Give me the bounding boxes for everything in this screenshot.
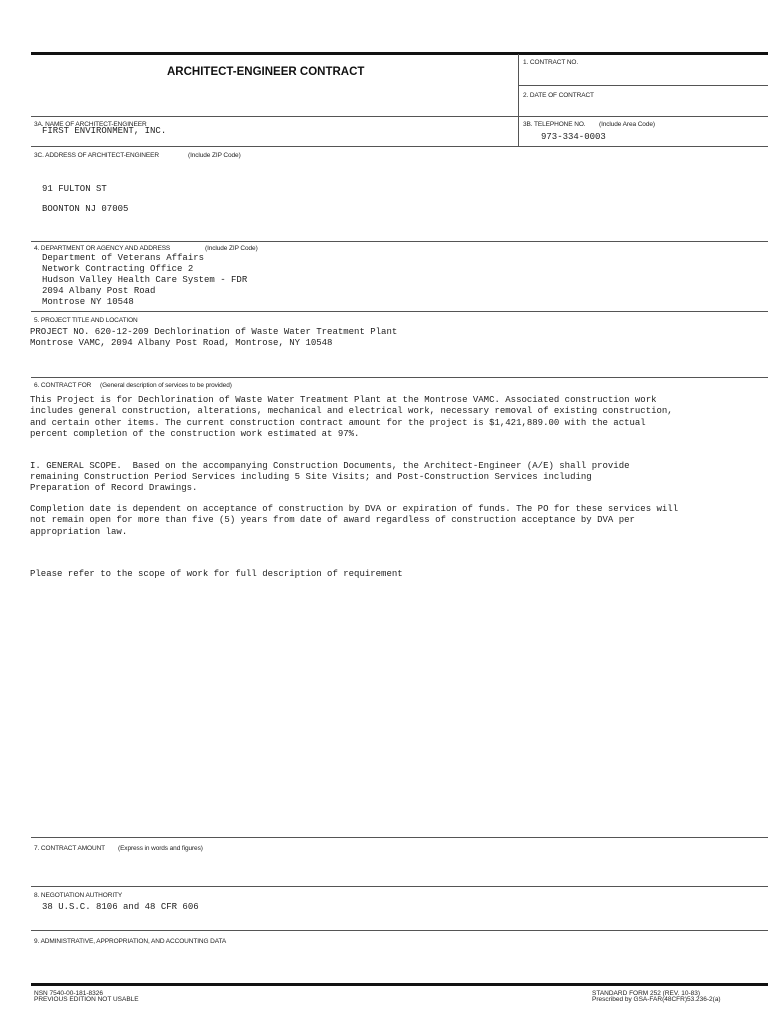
project-title-label: 5. PROJECT TITLE AND LOCATION xyxy=(34,317,138,324)
negotiation-authority-value: 38 U.S.C. 8106 and 48 CFR 606 xyxy=(42,902,199,912)
rule-7 xyxy=(31,837,768,838)
contract-for-para1-line3: and certain other items. The current construction contract amount for the project is $1,421,889.00 with the actual xyxy=(30,418,646,428)
date-label: 2. DATE OF CONTRACT xyxy=(523,92,594,99)
agency-line-2: Network Contracting Office 2 xyxy=(42,264,194,274)
accounting-data-label: 9. ADMINISTRATIVE, APPROPRIATION, AND ACCOUNTING DATA xyxy=(34,938,227,945)
footer-nsn: NSN 7540-00-181-8326 xyxy=(34,990,104,997)
project-title-line-2: Montrose VAMC, 2094 Albany Post Road, Montrose, NY 10548 xyxy=(30,338,333,348)
contract-for-para3-line2: not remain open for more than five (5) years from date of award regardless of construction acceptance by DVA per xyxy=(30,515,635,525)
rule-1 xyxy=(518,85,768,86)
telephone-note: (Include Area Code) xyxy=(599,121,655,128)
rule-9 xyxy=(31,930,768,931)
contract-amount-note: (Express in words and figures) xyxy=(118,845,203,852)
rule-4 xyxy=(31,241,768,242)
contract-for-note: (General description of services to be provided) xyxy=(100,382,232,389)
contract-for-para1-line1: This Project is for Dechlorination of Waste Water Treatment Plant at the Montrose VAMC. Associated construction work xyxy=(30,395,657,405)
ae-address-label: 3C. ADDRESS OF ARCHITECT-ENGINEER xyxy=(34,152,159,159)
rule-3 xyxy=(31,146,768,147)
ae-address-line2: BOONTON NJ 07005 xyxy=(42,204,129,214)
agency-note: (Include ZIP Code) xyxy=(205,245,258,252)
rule-8 xyxy=(31,886,768,887)
telephone-value: 973-334-0003 xyxy=(541,132,606,142)
agency-line-4: 2094 Albany Post Road xyxy=(42,286,156,296)
ae-name-label: 3A. NAME OF ARCHITECT-ENGINEER xyxy=(34,121,147,128)
footer-prescribed: Prescribed by GSA-FAR(48CFR)53.236-2(a) xyxy=(592,996,721,1003)
contract-for-para3-line1: Completion date is dependent on acceptance of construction by DVA or expiration of funds. The PO for these services will xyxy=(30,504,679,514)
project-title-line-1: PROJECT NO. 620-12-209 Dechlorination of Waste Water Treatment Plant xyxy=(30,327,398,337)
ae-name-value: FIRST ENVIRONMENT, INC. xyxy=(42,126,167,136)
ae-address-line1: 91 FULTON ST xyxy=(42,184,107,194)
rule-6 xyxy=(31,377,768,378)
contract-for-para2-line2: remaining Construction Period Services including 5 Site Visits; and Post-Construction Services including xyxy=(30,472,592,482)
contract-no-label: 1. CONTRACT NO. xyxy=(523,59,579,66)
contract-for-label: 6. CONTRACT FOR xyxy=(34,382,92,389)
rule-5 xyxy=(31,311,768,312)
contract-for-para2-line3: Preparation of Record Drawings. xyxy=(30,483,198,493)
telephone-label: 3B. TELEPHONE NO. xyxy=(523,121,586,128)
agency-label: 4. DEPARTMENT OR AGENCY AND ADDRESS xyxy=(34,245,171,252)
agency-line-1: Department of Veterans Affairs xyxy=(42,253,205,263)
contract-for-para4: Please refer to the scope of work for full description of requirement xyxy=(30,569,403,579)
contract-amount-label: 7. CONTRACT AMOUNT xyxy=(34,845,106,852)
contract-for-para2-line1: I. GENERAL SCOPE. Based on the accompanying Construction Documents, the Architect-Engineer (A/E) shall provide xyxy=(30,461,630,471)
header-divider xyxy=(518,54,519,146)
contract-for-para3-line3: appropriation law. xyxy=(30,527,128,537)
ae-address-note: (Include ZIP Code) xyxy=(188,152,241,159)
form-title: ARCHITECT-ENGINEER CONTRACT xyxy=(167,66,365,78)
negotiation-authority-label: 8. NEGOTIATION AUTHORITY xyxy=(34,892,123,899)
footer-form: STANDARD FORM 252 (REV. 10-83) xyxy=(592,990,701,997)
contract-for-para1-line2: includes general construction, alterations, mechanical and electrical work, necessary removal of existing construction, xyxy=(30,406,673,416)
agency-line-3: Hudson Valley Health Care System - FDR xyxy=(42,275,248,285)
contract-for-para1-line4: percent completion of the construction work estimated at 97%. xyxy=(30,429,360,439)
agency-line-5: Montrose NY 10548 xyxy=(42,297,134,307)
rule-2 xyxy=(31,116,768,117)
top-rule xyxy=(31,52,768,55)
bottom-rule xyxy=(31,983,768,986)
footer-prev-edition: PREVIOUS EDITION NOT USABLE xyxy=(34,996,139,1003)
